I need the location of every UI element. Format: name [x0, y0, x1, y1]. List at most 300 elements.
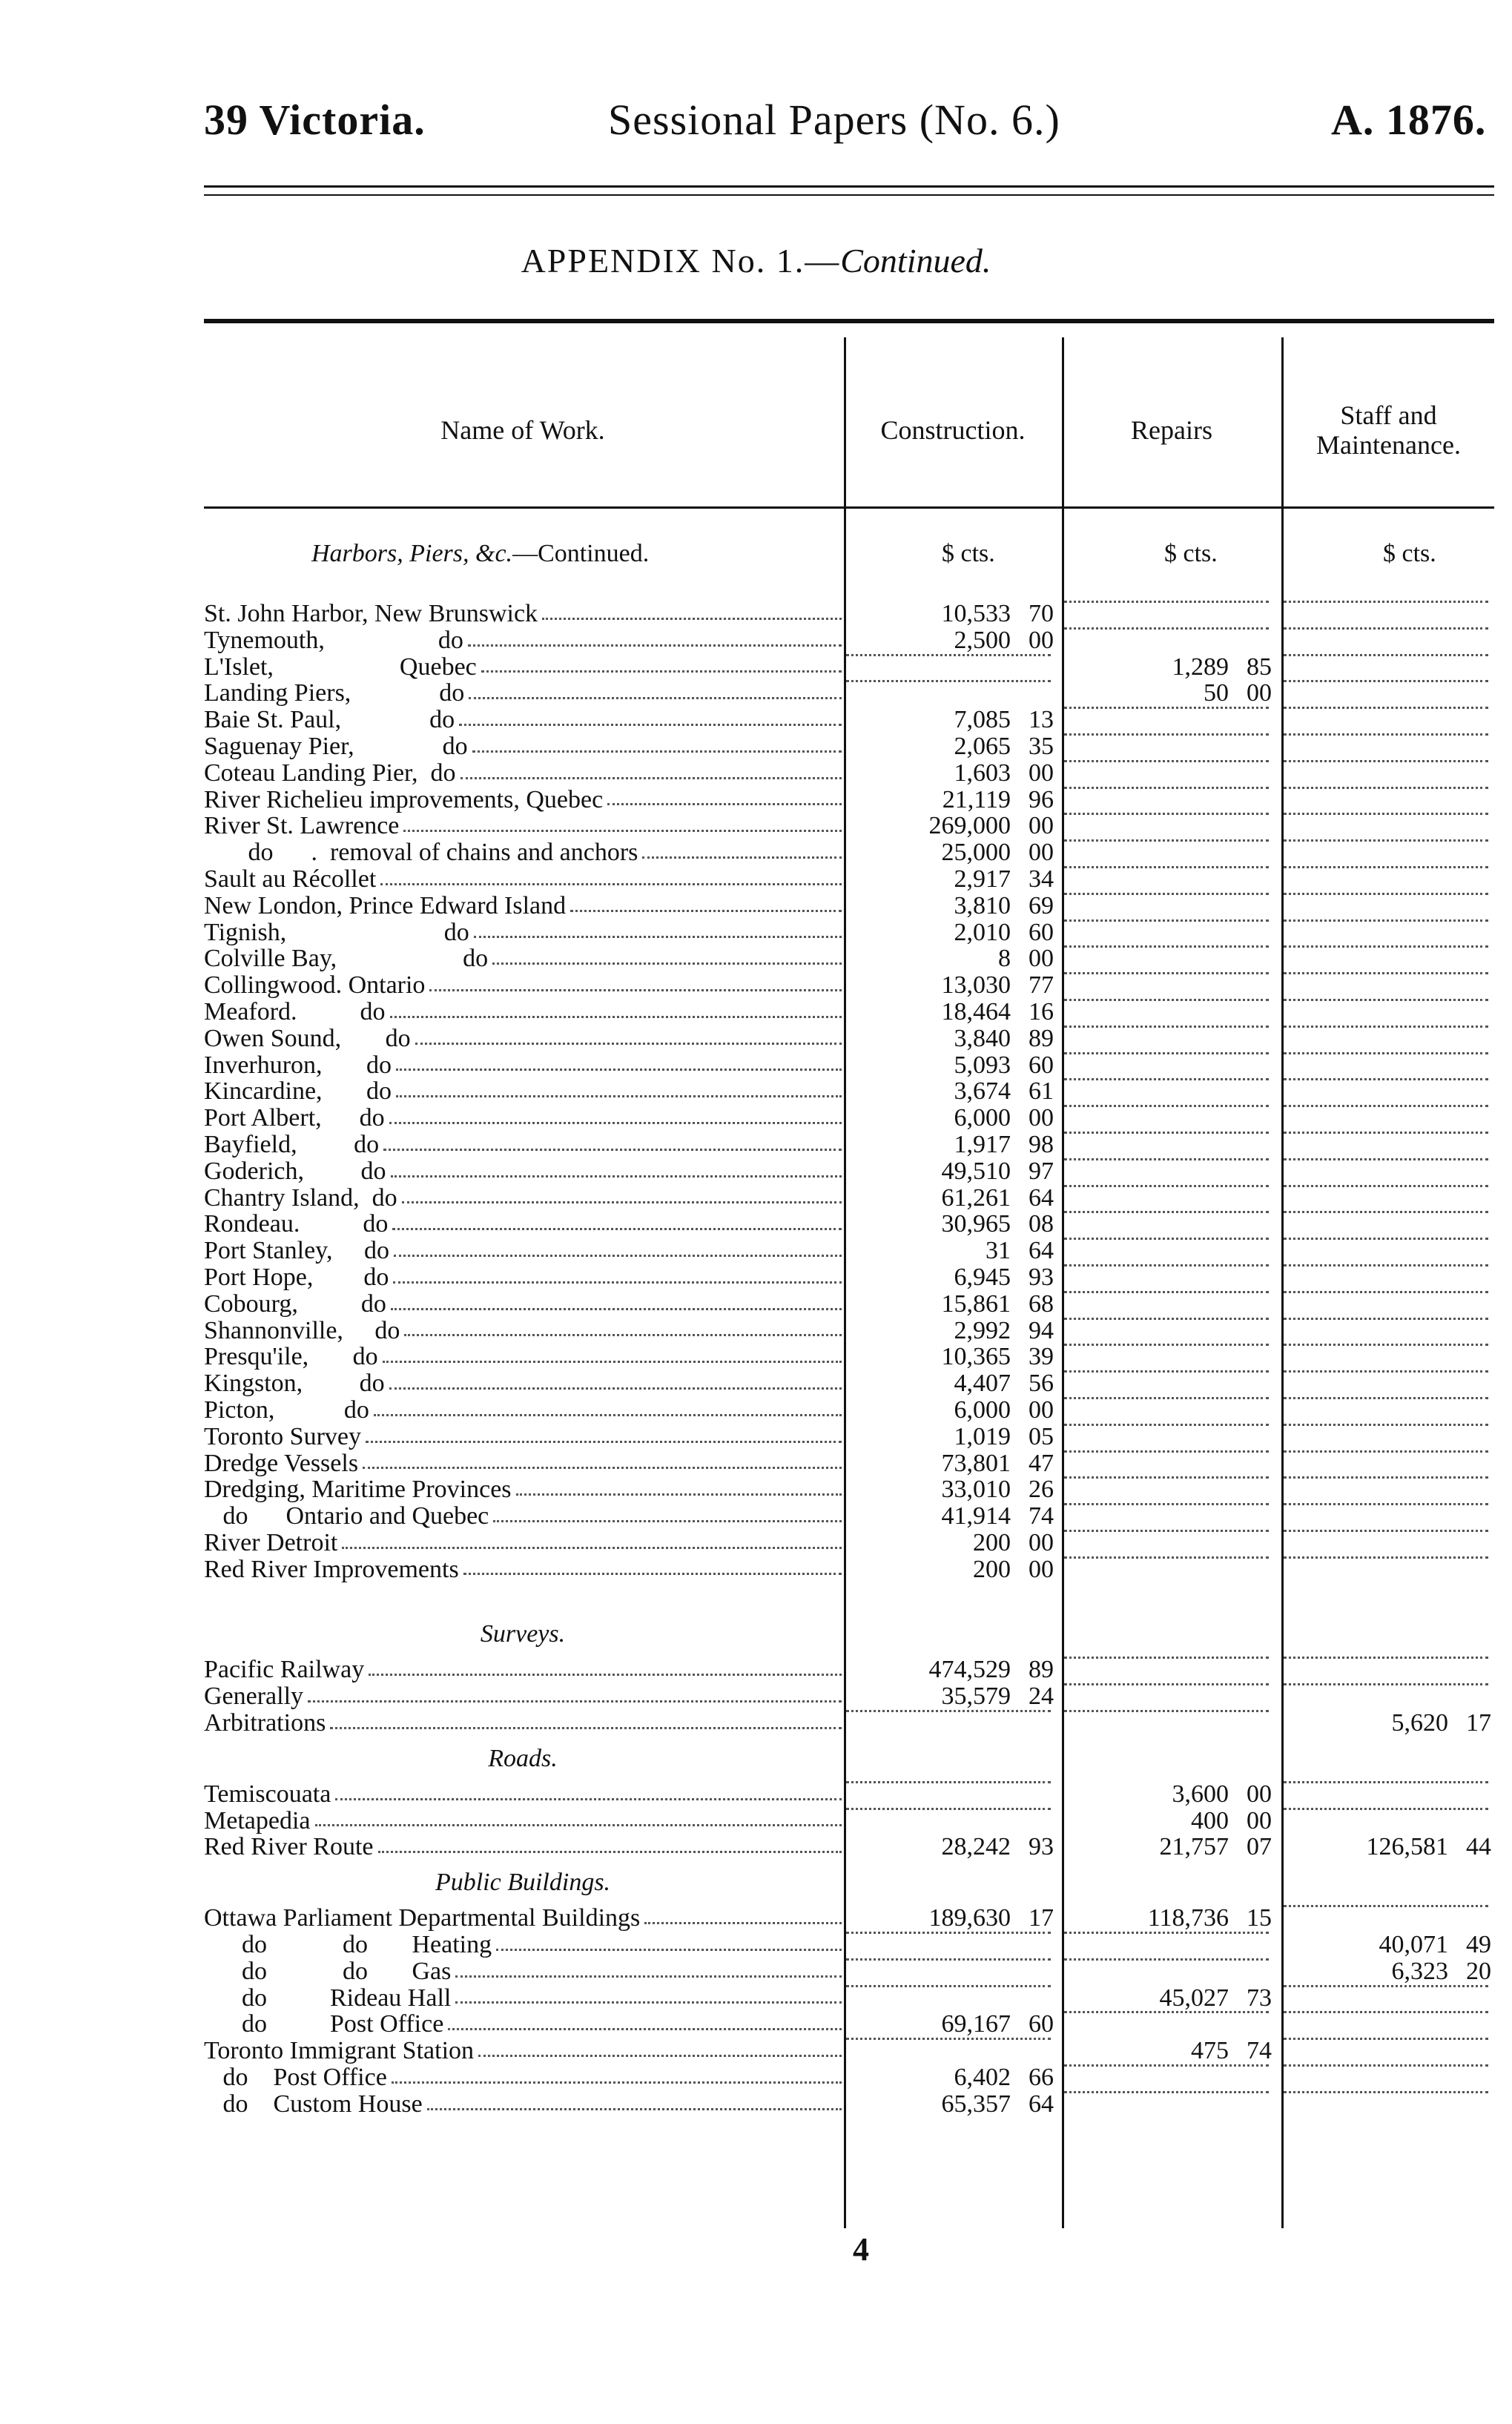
- repairs-amount: [1118, 680, 1272, 707]
- construction-cell: [846, 707, 1054, 733]
- work-name-cell: [204, 1530, 842, 1556]
- dot-leader: [455, 1985, 842, 2004]
- empty-dot-leader: [1064, 1132, 1269, 1134]
- construction-cents: 96: [1029, 785, 1054, 813]
- empty-dot-leader: [1284, 1905, 1488, 1907]
- construction-dollars: 8: [998, 945, 1011, 973]
- dot-leader: [402, 1185, 842, 1204]
- empty-dot-leader: [1284, 707, 1488, 709]
- empty-dot-leader: [1284, 1078, 1488, 1080]
- table-row: [204, 866, 1494, 893]
- work-name-cell: [204, 1683, 842, 1710]
- construction-dollars: 189,630: [928, 1904, 1011, 1932]
- repairs-cell: [1064, 733, 1272, 743]
- construction-dollars: 41,914: [941, 1502, 1011, 1530]
- dot-leader: [415, 1026, 842, 1045]
- empty-dot-leader: [846, 1710, 1051, 1712]
- work-name: Port Hope, do: [204, 1264, 393, 1291]
- construction-cents: 97: [1029, 1157, 1054, 1185]
- staff-cell: [1284, 2038, 1491, 2047]
- empty-dot-leader: [1284, 1370, 1488, 1373]
- staff-cell: [1284, 1905, 1491, 1915]
- staff-cell: [1284, 972, 1491, 982]
- units-staff: $ cts.: [1383, 540, 1436, 567]
- table-row: [204, 1158, 1494, 1185]
- construction-cell: [846, 1052, 1054, 1079]
- construction-cents: 00: [1029, 812, 1054, 840]
- empty-dot-leader: [1284, 1556, 1488, 1559]
- empty-dot-leader: [1284, 787, 1488, 789]
- work-name: Coteau Landing Pier, do: [204, 760, 460, 787]
- construction-dollars: 25,000: [941, 839, 1011, 867]
- construction-cents: 00: [1029, 945, 1054, 973]
- section-heading: Roads.: [488, 1744, 558, 1772]
- work-name: do do Heating: [204, 1932, 496, 1958]
- construction-amount: [899, 1078, 1054, 1105]
- dot-leader: [463, 1556, 842, 1576]
- work-name-cell: [204, 1370, 842, 1397]
- work-name-cell: [204, 1185, 842, 1212]
- repairs-cell: [1064, 839, 1272, 849]
- construction-cell: [846, 760, 1054, 787]
- construction-dollars: 269,000: [928, 812, 1011, 840]
- work-name: do Post Office: [204, 2064, 392, 2091]
- construction-cell: [846, 1105, 1054, 1132]
- repairs-cell: [1064, 1318, 1272, 1327]
- dot-leader: [391, 1291, 842, 1310]
- construction-cents: 00: [1029, 759, 1054, 787]
- construction-cell: [846, 1211, 1054, 1238]
- table-row: [204, 813, 1494, 839]
- construction-cents: 89: [1029, 1656, 1054, 1684]
- construction-cell: [846, 1132, 1054, 1158]
- staff-cell: [1284, 1264, 1491, 1274]
- work-name: Saguenay Pier, do: [204, 733, 472, 760]
- empty-dot-leader: [1284, 1450, 1488, 1453]
- work-name-cell: [204, 839, 842, 866]
- construction-amount: [899, 1556, 1054, 1583]
- work-name: Cobourg, do: [204, 1291, 391, 1318]
- dot-leader: [492, 945, 842, 965]
- empty-dot-leader: [1284, 1476, 1488, 1479]
- repairs-dollars: 475: [1191, 2037, 1229, 2065]
- repairs-cents: 15: [1247, 1904, 1272, 1932]
- work-name-cell: [204, 1476, 842, 1503]
- empty-dot-leader: [1064, 627, 1269, 630]
- table-row: [204, 839, 1494, 866]
- work-name: Red River Route: [204, 1834, 378, 1860]
- table-row: [204, 1424, 1494, 1450]
- empty-dot-leader: [1284, 733, 1488, 736]
- construction-cell: [846, 1291, 1054, 1318]
- dot-leader: [393, 1264, 842, 1284]
- construction-cents: 60: [1029, 918, 1054, 946]
- staff-cell: [1284, 2091, 1491, 2101]
- dot-leader: [389, 1370, 842, 1390]
- construction-cell: [846, 1932, 1054, 1941]
- dot-leader: [459, 707, 842, 726]
- staff-cell: [1284, 1834, 1491, 1860]
- empty-dot-leader: [1064, 2011, 1269, 2013]
- construction-dollars: 1,019: [954, 1422, 1011, 1450]
- work-name-cell: [204, 1905, 842, 1932]
- dot-leader: [460, 760, 842, 779]
- construction-cents: 64: [1029, 2090, 1054, 2118]
- construction-dollars: 73,801: [941, 1449, 1011, 1477]
- column-header-name: Name of Work.: [440, 415, 605, 445]
- table-row: [204, 1905, 1494, 1932]
- dot-leader: [383, 1132, 842, 1151]
- dot-leader: [455, 1958, 842, 1978]
- work-name-cell: [204, 1211, 842, 1238]
- table-row: [204, 1185, 1494, 1212]
- work-name-cell: [204, 1264, 842, 1291]
- empty-dot-leader: [1284, 1318, 1488, 1320]
- construction-cents: 60: [1029, 2010, 1054, 2038]
- dot-leader: [468, 627, 842, 647]
- dot-leader: [481, 654, 842, 673]
- work-name: Port Albert, do: [204, 1105, 389, 1132]
- repairs-dollars: 118,736: [1147, 1904, 1229, 1932]
- construction-dollars: 474,529: [928, 1656, 1011, 1684]
- table-row: [204, 893, 1494, 919]
- staff-cell: [1284, 733, 1491, 743]
- construction-dollars: 49,510: [941, 1157, 1011, 1185]
- header-year: A. 1876.: [1331, 96, 1487, 144]
- work-name-cell: [204, 1503, 842, 1530]
- construction-amount: [899, 1264, 1054, 1291]
- staff-cell: [1284, 1105, 1491, 1114]
- work-name-cell: [204, 1710, 842, 1737]
- dot-leader: [474, 919, 842, 939]
- repairs-cell: [1064, 1985, 1272, 2012]
- construction-cents: 39: [1029, 1343, 1054, 1371]
- empty-dot-leader: [1064, 1556, 1269, 1559]
- construction-dollars: 2,917: [954, 865, 1011, 893]
- empty-dot-leader: [1284, 1344, 1488, 1346]
- construction-cell: [846, 1530, 1054, 1556]
- table-row: [204, 1834, 1494, 1860]
- empty-dot-leader: [1064, 893, 1269, 895]
- empty-dot-leader: [1284, 866, 1488, 868]
- construction-cell: [846, 2091, 1054, 2118]
- construction-dollars: 6,402: [954, 2064, 1011, 2092]
- work-name-cell: [204, 1657, 842, 1683]
- construction-dollars: 65,357: [941, 2090, 1011, 2118]
- empty-dot-leader: [1064, 1683, 1269, 1685]
- construction-dollars: 10,533: [941, 600, 1011, 627]
- work-name-cell: [204, 2064, 842, 2091]
- table-row: [204, 733, 1494, 760]
- empty-dot-leader: [1284, 1683, 1488, 1685]
- empty-dot-leader: [1064, 733, 1269, 736]
- staff-cell: [1284, 1318, 1491, 1327]
- construction-dollars: 61,261: [941, 1183, 1011, 1212]
- table-row: [204, 919, 1494, 946]
- repairs-cell: [1064, 1185, 1272, 1195]
- construction-cents: 77: [1029, 971, 1054, 1000]
- table-row: [204, 1105, 1494, 1132]
- appendix-title-main: APPENDIX No. 1.—: [521, 242, 841, 280]
- staff-cell: [1284, 1657, 1491, 1666]
- construction-amount: [899, 1318, 1054, 1344]
- construction-cents: 00: [1029, 1104, 1054, 1132]
- work-name-cell: [204, 813, 842, 839]
- staff-cell: [1284, 1344, 1491, 1353]
- construction-amount: [899, 601, 1054, 627]
- section-heading: Public Buildings.: [435, 1869, 611, 1897]
- staff-cell: [1284, 999, 1491, 1008]
- construction-cents: 70: [1029, 600, 1054, 627]
- dot-leader: [496, 1932, 842, 1951]
- construction-amount: [899, 1344, 1054, 1370]
- dot-leader: [363, 1450, 842, 1470]
- construction-cell: [846, 945, 1054, 972]
- work-name: Metapedia: [204, 1808, 315, 1834]
- table-row: [204, 1211, 1494, 1238]
- empty-dot-leader: [1064, 999, 1269, 1001]
- construction-cell: [846, 2011, 1054, 2038]
- repairs-cents: 00: [1247, 679, 1272, 707]
- dot-leader: [383, 1344, 842, 1363]
- empty-dot-leader: [846, 654, 1051, 656]
- construction-amount: [899, 1503, 1054, 1530]
- empty-dot-leader: [846, 680, 1051, 682]
- construction-cell: [846, 1503, 1054, 1530]
- construction-cell: [846, 787, 1054, 813]
- dot-leader: [516, 1476, 842, 1496]
- header-rule-bottom: [204, 194, 1494, 196]
- repairs-cell: [1064, 654, 1272, 681]
- dot-leader: [396, 1052, 842, 1071]
- empty-dot-leader: [1284, 601, 1488, 603]
- work-name-cell: [204, 919, 842, 946]
- repairs-cell: [1064, 2064, 1272, 2074]
- construction-cell: [846, 733, 1054, 760]
- construction-amount: [899, 1132, 1054, 1158]
- construction-dollars: 21,119: [942, 785, 1011, 813]
- empty-dot-leader: [1064, 1185, 1269, 1187]
- table-row: [204, 601, 1494, 627]
- repairs-amount: [1118, 654, 1272, 681]
- work-name-cell: [204, 1958, 842, 1985]
- section-harbors-label: [311, 540, 649, 568]
- construction-cents: 00: [1029, 1555, 1054, 1583]
- repairs-cell: [1064, 1450, 1272, 1460]
- work-name: Owen Sound, do: [204, 1026, 415, 1052]
- empty-dot-leader: [1064, 1424, 1269, 1426]
- repairs-cents: 00: [1247, 1780, 1272, 1808]
- construction-cents: 64: [1029, 1183, 1054, 1212]
- construction-cents: 89: [1029, 1024, 1054, 1052]
- empty-dot-leader: [1064, 1211, 1269, 1213]
- work-name: do . removal of chains and anchors: [204, 839, 642, 866]
- table-row: [204, 1530, 1494, 1556]
- work-name-cell: [204, 2038, 842, 2064]
- empty-dot-leader: [1064, 1078, 1269, 1080]
- empty-dot-leader: [1064, 1530, 1269, 1532]
- construction-cents: 56: [1029, 1370, 1054, 1398]
- empty-dot-leader: [1064, 839, 1269, 842]
- empty-dot-leader: [1284, 1503, 1488, 1505]
- work-name-cell: [204, 1318, 842, 1344]
- construction-cell: [846, 866, 1054, 893]
- work-name-cell: [204, 733, 842, 760]
- construction-cell: [846, 972, 1054, 999]
- table-row: [204, 1683, 1494, 1710]
- construction-amount: [899, 893, 1054, 919]
- staff-cell: [1284, 1710, 1491, 1737]
- staff-cell: [1284, 1808, 1491, 1817]
- construction-dollars: 4,407: [954, 1370, 1011, 1398]
- construction-cents: 69: [1029, 891, 1054, 919]
- repairs-cell: [1064, 1932, 1272, 1941]
- construction-cents: 17: [1029, 1904, 1054, 1932]
- work-name: Presqu'ile, do: [204, 1344, 383, 1370]
- work-name: do Ontario and Quebec: [204, 1503, 493, 1530]
- staff-cell: [1284, 2011, 1491, 2021]
- dot-leader: [404, 1318, 842, 1337]
- repairs-cell: [1064, 1808, 1272, 1834]
- staff-cell: [1284, 680, 1491, 690]
- construction-cell: [846, 1710, 1054, 1720]
- construction-dollars: 200: [973, 1555, 1011, 1583]
- repairs-cell: [1064, 1958, 1272, 1968]
- work-name-cell: [204, 2011, 842, 2038]
- dot-leader: [366, 1424, 842, 1443]
- table-row: [204, 680, 1494, 707]
- work-name: Red River Improvements: [204, 1556, 463, 1583]
- staff-cell: [1284, 601, 1491, 610]
- work-name: Inverhuron, do: [204, 1052, 396, 1079]
- staff-cell: [1284, 919, 1491, 929]
- repairs-cell: [1064, 1105, 1272, 1114]
- empty-dot-leader: [1284, 1985, 1488, 1987]
- construction-amount: [899, 627, 1054, 654]
- repairs-cell: [1064, 1556, 1272, 1566]
- construction-dollars: 7,085: [954, 706, 1011, 734]
- work-name: L'Islet, Quebec: [204, 654, 481, 681]
- repairs-cell: [1064, 1291, 1272, 1301]
- work-name-cell: [204, 999, 842, 1026]
- construction-cell: [846, 1344, 1054, 1370]
- empty-dot-leader: [1284, 1397, 1488, 1399]
- construction-amount: [899, 760, 1054, 787]
- repairs-cell: [1064, 813, 1272, 822]
- construction-cents: 00: [1029, 1528, 1054, 1556]
- work-name: do Rideau Hall: [204, 1985, 455, 2012]
- work-name-cell: [204, 1450, 842, 1477]
- construction-cell: [846, 1397, 1054, 1424]
- repairs-cell: [1064, 601, 1272, 610]
- repairs-cell: [1064, 627, 1272, 637]
- staff-cell: [1284, 707, 1491, 716]
- table-row: [204, 627, 1494, 654]
- empty-dot-leader: [1064, 866, 1269, 868]
- work-name-cell: [204, 1397, 842, 1424]
- dot-leader: [392, 2064, 842, 2084]
- work-name-cell: [204, 1238, 842, 1264]
- empty-dot-leader: [1064, 1710, 1269, 1712]
- table-row: [204, 1052, 1494, 1079]
- staff-cell: [1284, 1530, 1491, 1539]
- repairs-cell: [1064, 1905, 1272, 1932]
- work-name-cell: [204, 1808, 842, 1834]
- empty-dot-leader: [1064, 2091, 1269, 2093]
- staff-cell: [1284, 1958, 1491, 1985]
- construction-dollars: 6,000: [954, 1104, 1011, 1132]
- construction-cents: 00: [1029, 626, 1054, 654]
- construction-cell: [846, 1450, 1054, 1477]
- construction-cell: [846, 1370, 1054, 1397]
- table-row: [204, 1026, 1494, 1052]
- construction-cents: 68: [1029, 1289, 1054, 1318]
- repairs-cell: [1064, 866, 1272, 876]
- table-row: [204, 2091, 1494, 2118]
- work-name: Rondeau. do: [204, 1211, 392, 1238]
- construction-amount: [899, 1450, 1054, 1477]
- empty-dot-leader: [1064, 1318, 1269, 1320]
- construction-cell: [846, 1958, 1054, 1968]
- table-row: [204, 1503, 1494, 1530]
- construction-amount: [899, 1158, 1054, 1185]
- construction-cents: 05: [1029, 1422, 1054, 1450]
- staff-amount: [1337, 1932, 1491, 1958]
- dot-leader: [390, 999, 842, 1018]
- table-row: [204, 1710, 1494, 1737]
- staff-cell: [1284, 1052, 1491, 1062]
- staff-cents: 17: [1466, 1709, 1491, 1737]
- construction-cell: [846, 1238, 1054, 1264]
- staff-amount: [1337, 1958, 1491, 1985]
- empty-dot-leader: [1064, 1450, 1269, 1453]
- empty-dot-leader: [1064, 1370, 1269, 1373]
- table-row: [204, 654, 1494, 681]
- empty-dot-leader: [1064, 972, 1269, 974]
- dot-leader: [342, 1530, 842, 1549]
- table-row: [204, 787, 1494, 813]
- work-name: Baie St. Paul, do: [204, 707, 459, 733]
- empty-dot-leader: [1284, 2038, 1488, 2040]
- empty-dot-leader: [1284, 919, 1488, 922]
- table-row: [204, 1781, 1494, 1808]
- staff-cell: [1284, 813, 1491, 822]
- repairs-cell: [1064, 1476, 1272, 1486]
- construction-amount: [899, 1026, 1054, 1052]
- work-name: Sault au Récollet: [204, 866, 380, 893]
- empty-dot-leader: [1284, 1238, 1488, 1240]
- repairs-dollars: 400: [1191, 1806, 1229, 1834]
- appendix-title-italic: Continued.: [840, 242, 991, 280]
- construction-cell: [846, 2038, 1054, 2047]
- construction-cell: [846, 1834, 1054, 1860]
- staff-cell: [1284, 1238, 1491, 1247]
- construction-dollars: 3,674: [954, 1077, 1011, 1106]
- work-name-cell: [204, 1985, 842, 2012]
- dot-leader: [542, 601, 842, 620]
- construction-cents: 60: [1029, 1051, 1054, 1079]
- empty-dot-leader: [846, 1808, 1051, 1810]
- construction-amount: [899, 1657, 1054, 1683]
- empty-dot-leader: [1064, 945, 1269, 948]
- construction-cents: 16: [1029, 997, 1054, 1026]
- repairs-cell: [1064, 1026, 1272, 1035]
- dot-leader: [478, 2038, 842, 2057]
- repairs-cents: 73: [1247, 1984, 1272, 2012]
- table-row: [204, 1344, 1494, 1370]
- repairs-cents: 85: [1247, 653, 1272, 681]
- construction-amount: [899, 1476, 1054, 1503]
